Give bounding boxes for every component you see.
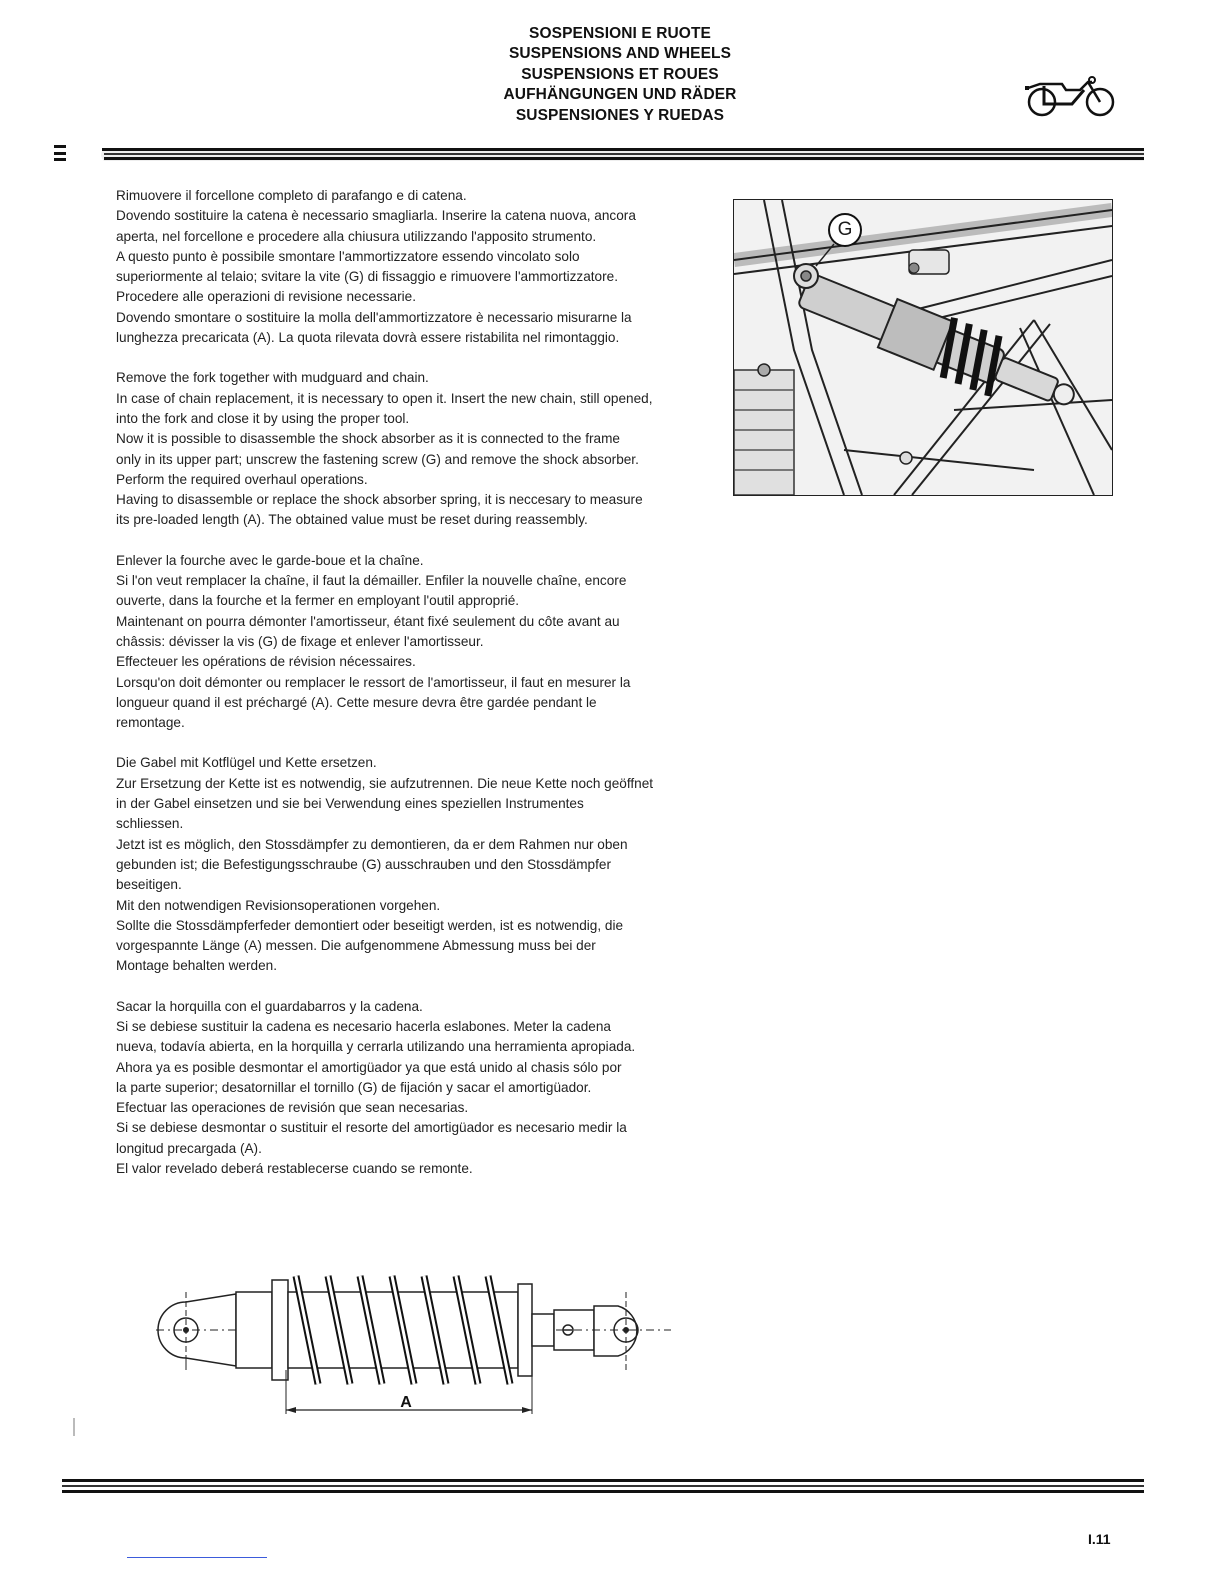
paragraph-italian <box>116 186 708 348</box>
frame-drawing <box>734 200 1112 495</box>
paragraph-spanish <box>116 997 708 1180</box>
text-line: Ahora ya es posible desmontar el amortigüador ya que está unido al chasis sólo por <box>116 1059 622 1075</box>
text-line: lunghezza precaricata (A). La quota rilevata dovrà essere ristabilita nel rimontaggio. <box>116 330 620 346</box>
underline-link[interactable] <box>127 1557 267 1558</box>
scan-mark <box>73 1418 75 1436</box>
text-line: Efectuar las operaciones de revisión que sean necesarias. <box>116 1100 469 1116</box>
shock-absorber-photo <box>733 199 1113 496</box>
text-line: only in its upper part; unscrew the fastening screw (G) and remove the shock absorber. <box>116 451 639 467</box>
text-line: longitud precargada (A). <box>116 1140 262 1156</box>
paragraph-german <box>116 753 708 976</box>
text-line: its pre-loaded length (A). The obtained value must be reset during reassembly. <box>116 512 588 528</box>
text-line: El valor revelado deberá restablecerse cuando se remonte. <box>116 1161 473 1177</box>
text-line: ouverte, dans la fourche et la fermer en employant l'outil approprié. <box>116 593 520 609</box>
text-line: superiormente al telaio; svitare la vite (G) di fissaggio e rimuovere l'ammortizzatore. <box>116 269 618 285</box>
motorcycle-icon <box>1022 74 1118 120</box>
text-line: nueva, todavía abierta, en la horquilla y cerrarla utilizando una herramienta apropiada. <box>116 1039 636 1055</box>
text-line: Sacar la horquilla con el guardabarros y la cadena. <box>116 998 423 1014</box>
text-line: Jetzt ist es möglich, den Stossdämpfer zu demontieren, da er dem Rahmen nur oben <box>116 836 628 852</box>
text-line: Perform the required overhaul operations. <box>116 471 368 487</box>
callout-circle <box>828 213 862 247</box>
text-line: longueur quand il est préchargé (A). Cette mesure devra être gardée pendant le <box>116 694 597 710</box>
page-number: I.11 <box>1088 1531 1111 1547</box>
text-line: in der Gabel einsetzen und sie bei Verwendung eines speziellen Instrumentes <box>116 796 584 812</box>
dimension-label-a: A <box>400 1394 412 1411</box>
text-line: Rimuovere il forcellone completo di parafango e di catena. <box>116 188 467 203</box>
paragraph-french <box>116 551 708 734</box>
top-rule <box>54 143 1144 167</box>
text-line: Maintenant on pourra démonter l'amortisseur, étant fixé seulement du côte avant au <box>116 613 620 629</box>
shock-absorber-diagram <box>156 1262 676 1414</box>
title-de: AUFHÄNGUNGEN UND RÄDER <box>503 86 737 104</box>
text-line: vorgespannte Länge (A) messen. Die aufgenommene Abmessung muss bei der <box>116 938 596 954</box>
text-line: Effecteuer les opérations de révision nécessaires. <box>116 654 416 670</box>
text-line: Zur Ersetzung der Kette ist es notwendig, sie aufzutrennen. Die neue Kette noch geöffnet <box>116 775 654 791</box>
text-line: Si se debiese sustituir la cadena es necesario hacerla eslabones. Meter la cadena <box>116 1018 611 1034</box>
text-line: remontage. <box>116 715 185 731</box>
title-it: SOSPENSIONI E RUOTE <box>529 25 711 42</box>
instruction-text <box>116 186 708 1199</box>
text-line: into the fork and close it by using the proper tool. <box>116 410 410 426</box>
text-line: A questo punto è possibile smontare l'ammortizzatore essendo vincolato solo <box>116 248 580 264</box>
text-line: Now it is possible to disassemble the shock absorber as it is connected to the frame <box>116 431 620 447</box>
text-line: Die Gabel mit Kotflügel und Kette ersetzen. <box>116 755 377 771</box>
text-line: Remove the fork together with mudguard and chain. <box>116 370 429 386</box>
text-line: schliessen. <box>116 816 184 832</box>
text-line: gebunden ist; die Befestigungsschraube (G) ausschrauben und den Stossdämpfer <box>116 856 611 872</box>
title-fr: SUSPENSIONS ET ROUES <box>521 65 719 83</box>
callout-label-g: G <box>837 219 853 240</box>
text-line: Montage behalten werden. <box>116 958 277 974</box>
title-en: SUSPENSIONS AND WHEELS <box>508 45 732 63</box>
bottom-rule <box>62 1476 1144 1498</box>
text-line: Lorsqu'on doit démonter ou remplacer le ressort de l'amortisseur, il faut en mesurer la <box>116 674 631 690</box>
text-line: Dovendo sostituire la catena è necessario smagliarla. Inserire la catena nuova, ancora <box>116 208 636 224</box>
text-line: Having to disassemble or replace the shock absorber spring, it is neccesary to measure <box>116 492 643 508</box>
text-line: beseitigen. <box>116 877 182 893</box>
text-line: Dovendo smontare o sostituire la molla dell'ammortizzatore è necessario misurarne la <box>116 309 632 325</box>
text-line: Procedere alle operazioni di revisione necessarie. <box>116 289 416 305</box>
text-line: In case of chain replacement, it is necessary to open it. Insert the new chain, still opened, <box>116 390 653 406</box>
section-titles <box>420 24 820 126</box>
text-line: Si se debiese desmontar o sustituir el resorte del amortigüador es necesario medir la <box>116 1120 627 1136</box>
text-line: Mit den notwendigen Revisionsoperationen vorgehen. <box>116 897 441 913</box>
paragraph-english <box>116 368 708 530</box>
text-line: châssis: dévisser la vis (G) de fixage et enlever l'amortisseur. <box>116 633 484 649</box>
text-line: la parte superior; desatornillar el tornillo (G) de fijación y sacar el amortigüador. <box>116 1079 592 1095</box>
text-line: aperta, nel forcellone e procedere alla chiusura utilizzando l'apposito strumento. <box>116 228 597 244</box>
text-line: Si l'on veut remplacer la chaîne, il faut la démailler. Enfiler la nouvelle chaîne, encore <box>116 573 627 589</box>
text-line: Sollte die Stossdämpferfeder demontiert oder beseitigt werden, ist es notwendig, die <box>116 917 624 933</box>
text-line: Enlever la fourche avec le garde-boue et la chaîne. <box>116 552 424 568</box>
title-es: SUSPENSIONES Y RUEDAS <box>515 106 725 124</box>
